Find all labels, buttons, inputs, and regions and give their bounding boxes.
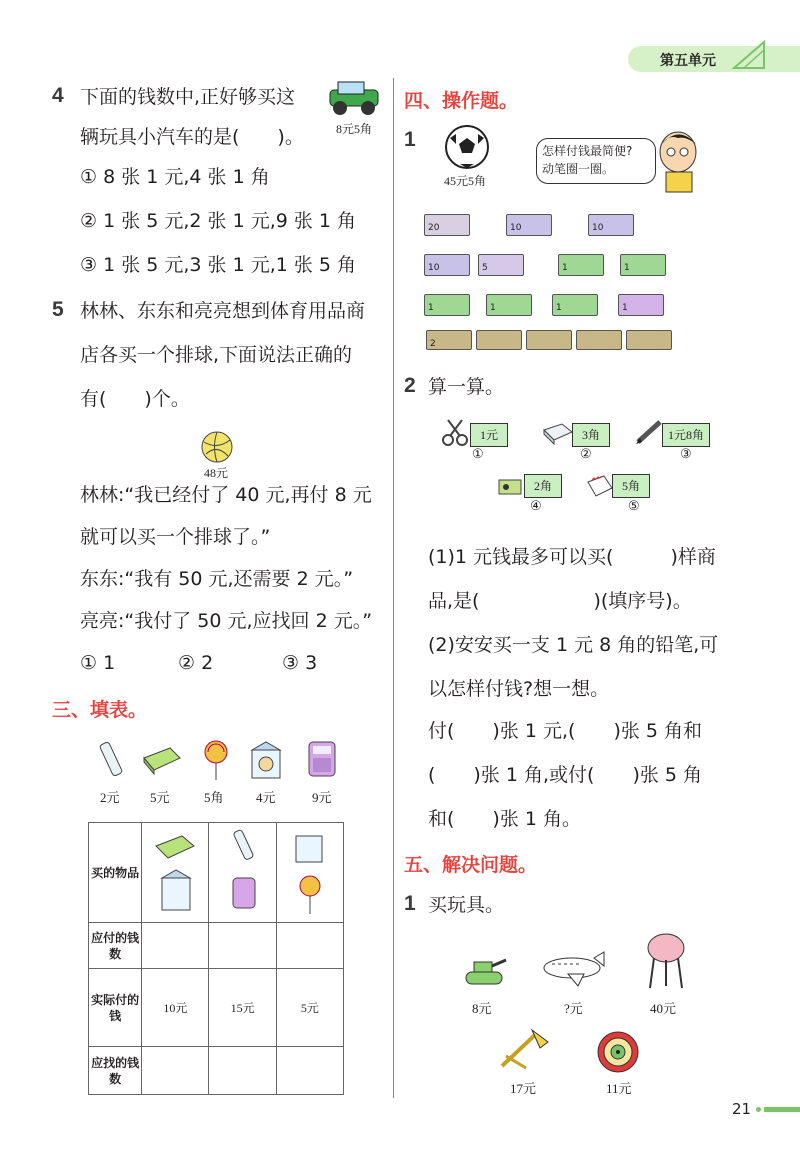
table-cell-items-3 bbox=[276, 823, 343, 923]
milk-and-lollipop-icon bbox=[290, 826, 330, 916]
table-header-items: 买的物品 bbox=[89, 823, 142, 923]
toothpaste-and-calculator-icon bbox=[223, 826, 263, 916]
column-divider bbox=[393, 78, 394, 1098]
q2-part1-line2: 品,是( )(填序号)。 bbox=[428, 590, 692, 612]
notepad-icon bbox=[584, 472, 614, 500]
banknote-jiao[interactable] bbox=[576, 330, 622, 350]
q4-text-2: 辆玩具小汽车的是( )。 bbox=[80, 126, 304, 148]
table-cell-change-2[interactable] bbox=[209, 1047, 276, 1095]
pencil-icon bbox=[634, 418, 664, 446]
q2-part2-line3: 付( )张 1 元,( )张 5 角和 bbox=[428, 720, 703, 742]
q5-text-1: 林林、东东和亮亮想到体育用品商 bbox=[80, 300, 366, 322]
banknote-grid bbox=[424, 214, 684, 354]
volleyball-price: 48元 bbox=[204, 466, 229, 480]
banknote-20-yuan[interactable]: 20 bbox=[424, 214, 470, 236]
milk-price: 4元 bbox=[256, 790, 276, 805]
table-cell-paid-3: 5元 bbox=[276, 969, 343, 1047]
banknote-1-yuan[interactable]: 1 bbox=[620, 254, 666, 276]
calculator-icon bbox=[306, 740, 338, 778]
banknote-1-yuan[interactable]: 1 bbox=[558, 254, 604, 276]
table-cell-due-3[interactable] bbox=[276, 923, 343, 969]
banknote-1-yuan[interactable]: 1 bbox=[486, 294, 532, 316]
triangle-ruler-icon bbox=[732, 40, 766, 70]
item-mark-2: ② bbox=[580, 446, 592, 461]
scissors-icon bbox=[440, 418, 470, 448]
q5-option-1: ① 1 bbox=[80, 652, 116, 674]
q5-text-3: 有( )个。 bbox=[80, 388, 190, 410]
q2-part2-line5: 和( )张 1 角。 bbox=[428, 808, 581, 830]
q4-option-3: ③ 1 张 5 元,3 张 1 元,1 张 5 角 bbox=[80, 254, 357, 276]
banknote-jiao[interactable] bbox=[526, 330, 572, 350]
table-cell-paid-2: 15元 bbox=[209, 969, 276, 1047]
banknote-1-yuan[interactable]: 1 bbox=[618, 294, 664, 316]
table-header-due: 应付的钱数 bbox=[89, 923, 142, 969]
drum-price: 40元 bbox=[650, 1001, 677, 1016]
toy-dartboard-icon bbox=[594, 1028, 642, 1076]
page-number: 21 bbox=[732, 1100, 752, 1118]
toy-trombone-icon bbox=[496, 1028, 552, 1072]
toy-drum-icon bbox=[642, 930, 690, 992]
soap-price: 5元 bbox=[150, 790, 170, 805]
toy-plane-icon bbox=[538, 950, 608, 988]
table-cell-due-2[interactable] bbox=[209, 923, 276, 969]
table-cell-items-2 bbox=[209, 823, 276, 923]
table-cell-paid-1: 10元 bbox=[142, 969, 209, 1047]
table-header-paid: 实际付的钱 bbox=[89, 969, 142, 1047]
banknote-1-yuan[interactable]: 1 bbox=[424, 294, 470, 316]
banknote-10-yuan[interactable]: 10 bbox=[506, 214, 552, 236]
section-4-title: 四、操作题。 bbox=[404, 90, 519, 112]
plane-price: ?元 bbox=[564, 1001, 583, 1016]
soap-and-milk-icon bbox=[150, 826, 200, 916]
price-tag-5: 5角 bbox=[612, 474, 650, 498]
q5-text-2: 店各买一个排球,下面说法正确的 bbox=[80, 344, 353, 366]
table-cell-due-1[interactable] bbox=[142, 923, 209, 969]
q4-text-1: 下面的钱数中,正好够买这 bbox=[80, 86, 296, 108]
q4-number: 4 bbox=[52, 84, 64, 107]
lin-statement-1: 林林:“我已经付了 40 元,再付 8 元 bbox=[80, 484, 372, 506]
s5-q1-number: 1 bbox=[404, 892, 416, 915]
liang-statement: 亮亮:“我付了 50 元,应找回 2 元。” bbox=[80, 610, 373, 632]
q2-part2-line2: 以怎样付钱?想一想。 bbox=[428, 678, 610, 700]
dartboard-price: 11元 bbox=[606, 1081, 632, 1096]
dong-statement: 东东:“我有 50 元,还需要 2 元。” bbox=[80, 568, 354, 590]
table-cell-change-1[interactable] bbox=[142, 1047, 209, 1095]
unit-label: 第五单元 bbox=[660, 53, 716, 69]
q5-number: 5 bbox=[52, 298, 64, 321]
banknote-jiao[interactable] bbox=[476, 330, 522, 350]
boy-icon bbox=[656, 128, 702, 194]
sharpener-icon bbox=[496, 474, 526, 498]
q4-option-2: ② 1 张 5 元,2 张 1 元,9 张 1 角 bbox=[80, 210, 357, 232]
banknote-jiao[interactable]: 2 bbox=[426, 330, 472, 350]
eraser-icon bbox=[540, 420, 574, 446]
item-mark-5: ⑤ bbox=[628, 498, 640, 513]
q4-option-1: ① 8 张 1 元,4 张 1 角 bbox=[80, 166, 270, 188]
s5-q1-title: 买玩具。 bbox=[428, 894, 505, 916]
lollipop-price: 5角 bbox=[204, 790, 224, 805]
toothpaste-price: 2元 bbox=[100, 790, 120, 805]
q2-title: 算一算。 bbox=[428, 376, 505, 398]
price-tag-2: 3角 bbox=[572, 423, 610, 447]
milk-carton-icon bbox=[248, 740, 284, 780]
lin-statement-2: 就可以买一个排球了。” bbox=[80, 526, 271, 548]
q2-part1-line1: (1)1 元钱最多可以买( )样商 bbox=[428, 546, 716, 568]
s4-q1-number: 1 bbox=[404, 128, 416, 151]
fill-table bbox=[88, 822, 344, 1095]
tank-price: 8元 bbox=[472, 1001, 492, 1016]
table-cell-items-1 bbox=[142, 823, 209, 923]
banknote-1-yuan[interactable]: 1 bbox=[552, 294, 598, 316]
trombone-price: 17元 bbox=[510, 1081, 537, 1096]
toy-jeep-icon bbox=[326, 80, 382, 118]
soccer-ball-icon bbox=[444, 124, 490, 170]
table-cell-change-3[interactable] bbox=[276, 1047, 343, 1095]
jeep-price: 8元5角 bbox=[336, 122, 373, 136]
q2-number: 2 bbox=[404, 374, 416, 397]
item-mark-4: ④ bbox=[530, 498, 542, 513]
soap-box-icon bbox=[140, 744, 184, 776]
soccer-price: 45元5角 bbox=[444, 174, 487, 188]
toy-tank-icon bbox=[460, 954, 508, 990]
section-5-title: 五、解决问题。 bbox=[404, 854, 538, 876]
item-mark-3: ③ bbox=[680, 446, 692, 461]
q5-option-3: ③ 3 bbox=[282, 652, 318, 674]
calculator-price: 9元 bbox=[312, 790, 332, 805]
toothpaste-icon bbox=[96, 740, 130, 780]
price-tag-4: 2角 bbox=[524, 474, 562, 498]
q2-part2-line4: ( )张 1 角,或付( )张 5 角 bbox=[428, 764, 703, 786]
price-tag-3: 1元8角 bbox=[662, 423, 710, 447]
footer-bar bbox=[764, 1107, 800, 1112]
section-3-title: 三、填表。 bbox=[52, 699, 148, 721]
banknote-10-yuan[interactable]: 10 bbox=[588, 214, 634, 236]
speech-bubble-text-2: 动笔圈一圈。 bbox=[542, 162, 615, 176]
banknote-10-yuan[interactable]: 10 bbox=[424, 254, 470, 276]
q2-part2-line1: (2)安安买一支 1 元 8 角的铅笔,可 bbox=[428, 634, 719, 656]
price-tag-1: 1元 bbox=[470, 423, 508, 447]
q5-option-2: ② 2 bbox=[178, 652, 214, 674]
footer-dot bbox=[756, 1107, 761, 1112]
table-header-change: 应找的钱数 bbox=[89, 1047, 142, 1095]
volleyball-icon bbox=[200, 430, 234, 464]
lollipop-icon bbox=[202, 738, 230, 782]
item-mark-1: ① bbox=[472, 446, 484, 461]
speech-bubble-text-1: 怎样付钱最简便? bbox=[542, 144, 633, 158]
banknote-jiao[interactable] bbox=[626, 330, 672, 350]
banknote-5-yuan[interactable]: 5 bbox=[478, 254, 524, 276]
